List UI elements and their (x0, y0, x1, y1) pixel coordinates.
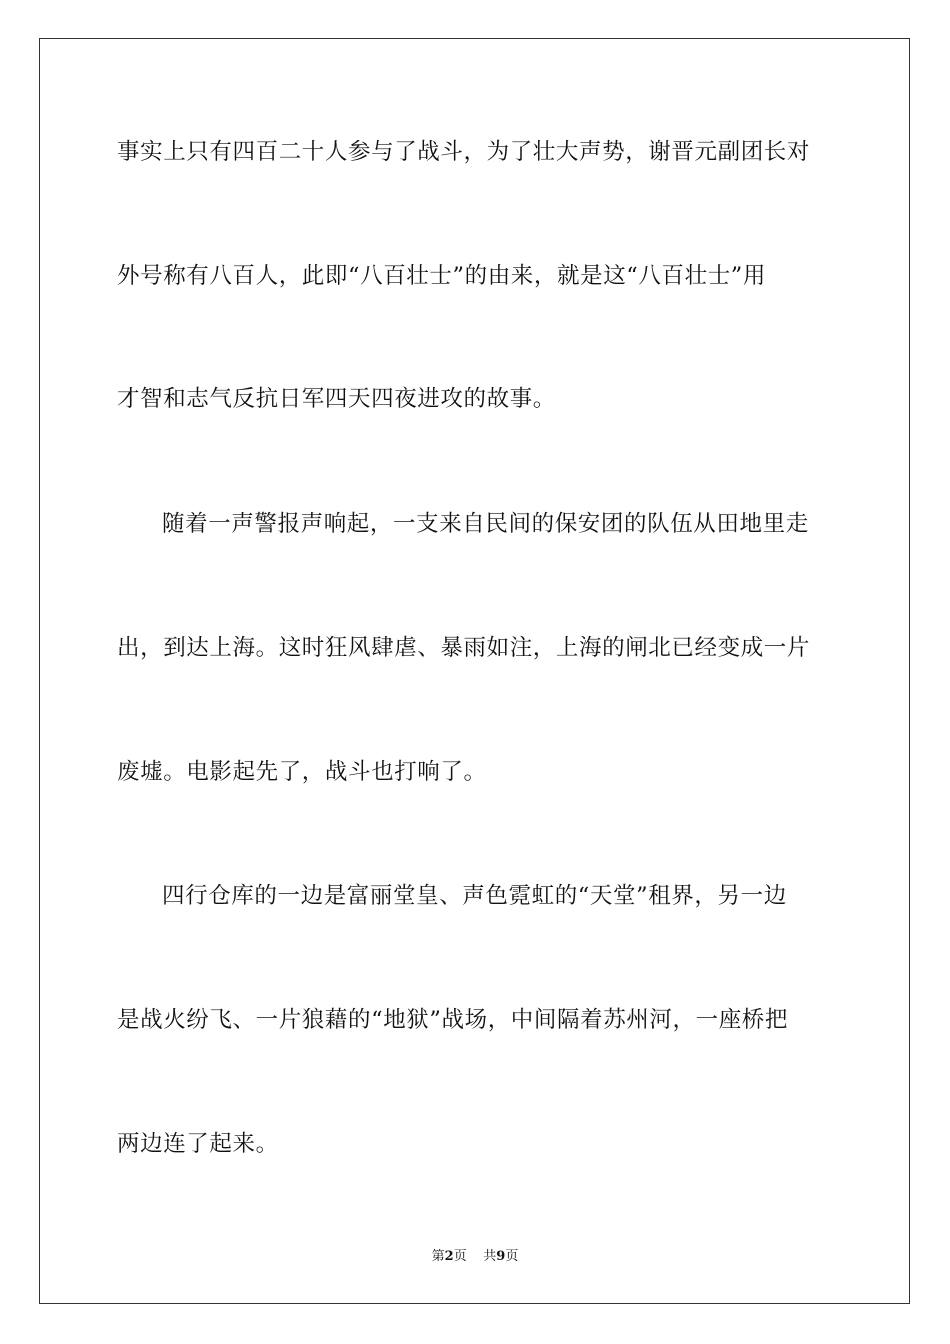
total-pages: 9 (496, 1249, 506, 1264)
body-line-1: 事实上只有四百二十人参与了战斗，为了壮大声势，谢晋元副团长对 (117, 139, 811, 165)
page-footer (0, 1248, 950, 1266)
page-suffix: 页 (453, 1249, 467, 1264)
total-suffix: 页 (505, 1249, 519, 1264)
body-line-2: 外号称有八百人，此即“八百壮士”的由来，就是这“八百壮士”用 (117, 263, 767, 289)
body-line-9: 两边连了起来。 (117, 1131, 279, 1157)
body-line-8: 是战火纷飞、一片狼藉的“地狱”战场，中间隔着苏州河，一座桥把 (117, 1007, 789, 1033)
page-number: 2 (444, 1249, 454, 1264)
body-line-5: 出，到达上海。这时狂风肆虐、暴雨如注，上海的闸北已经变成一片 (117, 635, 811, 661)
body-line-3: 才智和志气反抗日军四天四夜进攻的故事。 (117, 386, 556, 412)
body-line-7: 四行仓库的一边是富丽堂皇、声色霓虹的“天堂”租界，另一边 (162, 883, 787, 909)
body-line-4: 随着一声警报声响起，一支来自民间的保安团的队伍从田地里走 (162, 511, 809, 537)
total-prefix: 共 (483, 1249, 497, 1264)
page-border (39, 38, 910, 1304)
body-line-6: 废墟。电影起先了，战斗也打响了。 (117, 759, 487, 785)
page-prefix: 第 (431, 1249, 445, 1264)
